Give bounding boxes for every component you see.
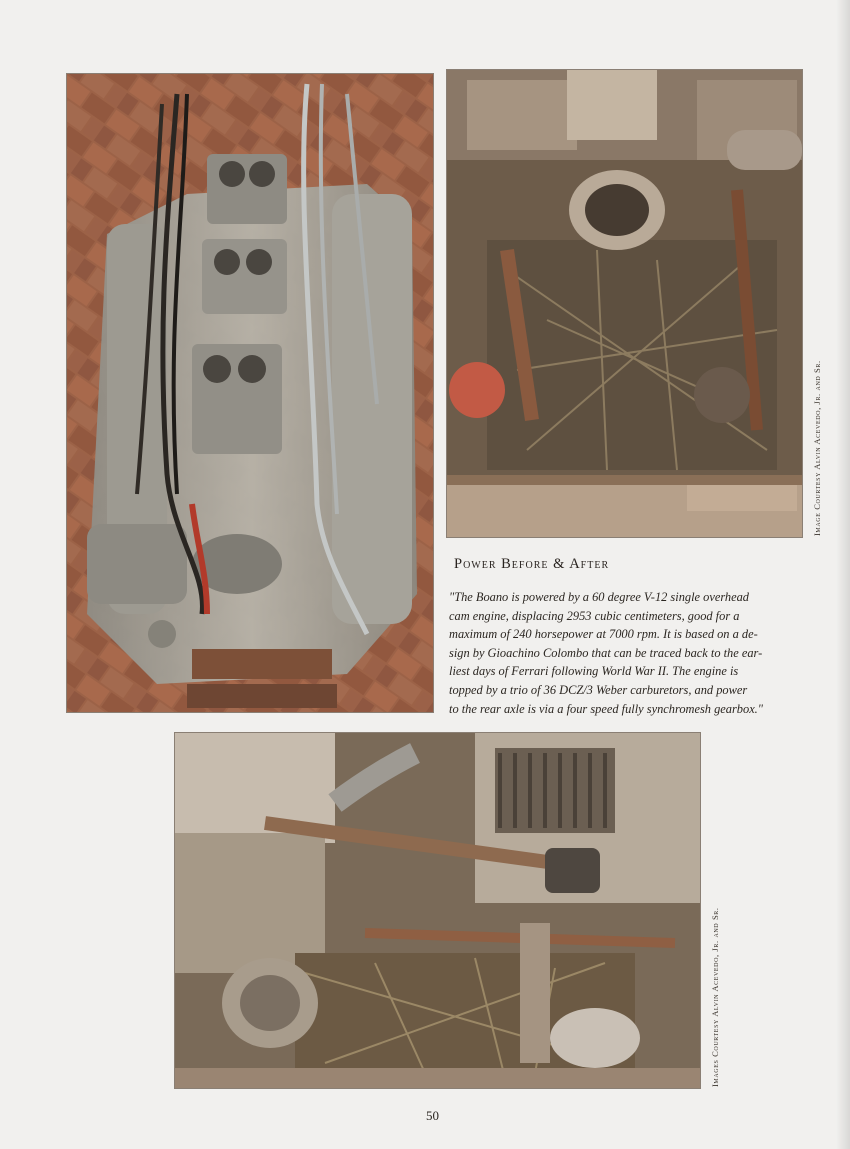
caption-line: "The Boano is powered by a 60 degree V-12 single overhead	[449, 590, 749, 604]
caption-line: sign by Gioachino Colombo that can be traced back to the ear-	[449, 645, 763, 660]
caption-line: topped by a trio of 36 DCZ/3 Weber carburetors, and power	[449, 682, 748, 697]
engine-bay-top-photo	[446, 69, 803, 538]
caption-line: to the rear axle is via a four speed fully synchromesh gearbox."	[449, 701, 763, 716]
page-edge-shadow	[836, 0, 850, 1149]
caption-line: maximum of 240 horsepower at 7000 rpm. It is based on a de-	[449, 627, 758, 642]
page-number: 50	[426, 1108, 439, 1123]
photo-credit-top: Image Courtesy Alvin Acevedo, Jr. and Sr.	[812, 360, 822, 536]
photo-credit-bottom: Images Courtesy Alvin Acevedo, Jr. and Sr.	[710, 907, 720, 1087]
caption-body	[449, 588, 811, 718]
caption-line: liest days of Ferrari following World War II. The engine is	[449, 664, 739, 679]
caption-line: cam engine, displacing 2953 cubic centimeters, good for a	[449, 608, 740, 623]
engine-photo	[66, 73, 434, 713]
caption-title: Power Before & After	[454, 556, 610, 572]
engine-bay-side-photo	[174, 732, 701, 1089]
